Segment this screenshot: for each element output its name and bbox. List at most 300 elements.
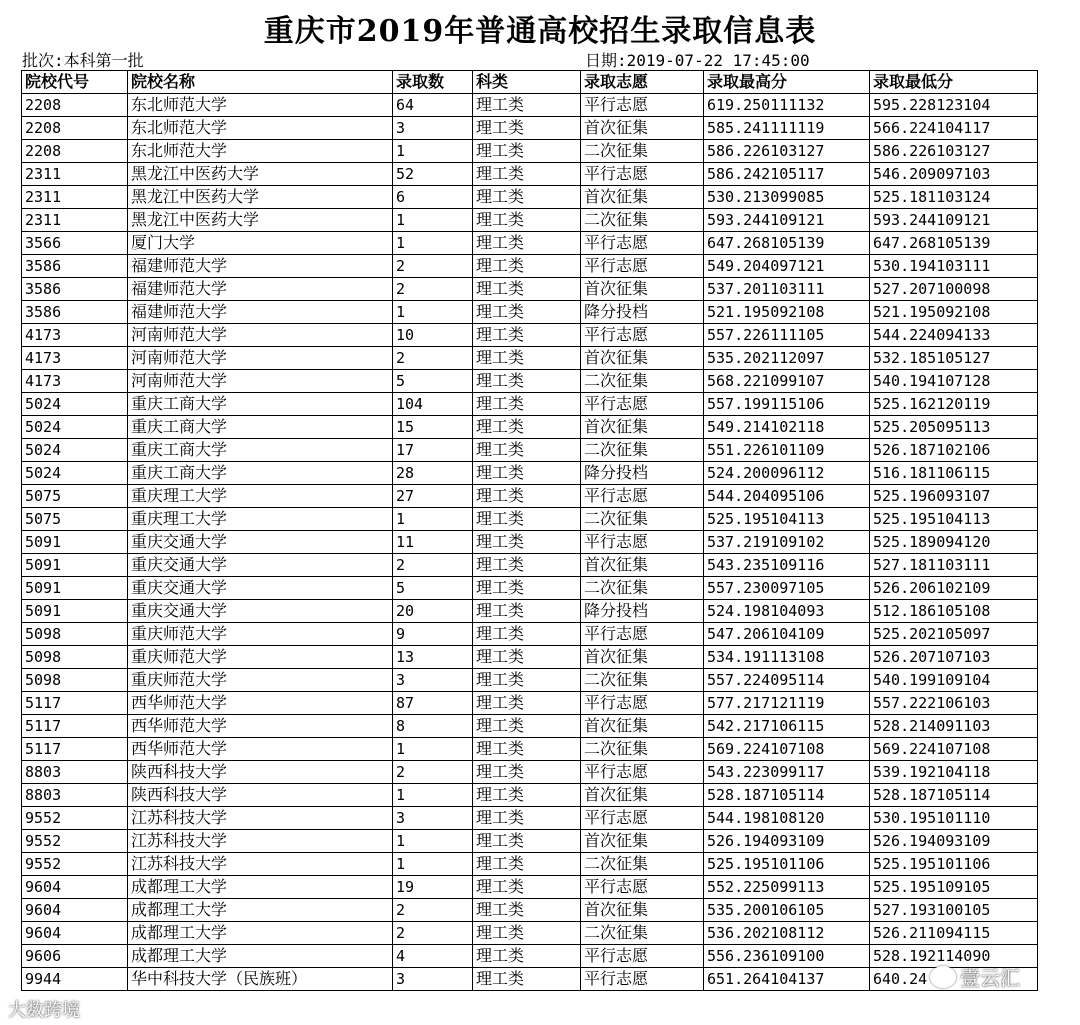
- application-round-cell: 平行志愿: [581, 761, 704, 784]
- max-score-cell: 526.194093109: [704, 830, 870, 853]
- school-code-cell: 5117: [22, 738, 128, 761]
- admitted-count-cell: 3: [393, 117, 473, 140]
- category-cell: 理工类: [473, 600, 581, 623]
- category-cell: 理工类: [473, 393, 581, 416]
- school-code-cell: 2208: [22, 94, 128, 117]
- category-cell: 理工类: [473, 209, 581, 232]
- application-round-cell: 首次征集: [581, 554, 704, 577]
- school-name-cell: 华中科技大学（民族班）: [128, 968, 393, 991]
- school-name-cell: 重庆师范大学: [128, 646, 393, 669]
- category-cell: 理工类: [473, 462, 581, 485]
- admitted-count-cell: 5: [393, 370, 473, 393]
- max-score-cell: 535.200106105: [704, 899, 870, 922]
- min-score-cell: 525.195101106: [870, 853, 1038, 876]
- school-code-cell: 2311: [22, 209, 128, 232]
- table-row: [22, 600, 1038, 623]
- min-score-cell: 525.189094120: [870, 531, 1038, 554]
- batch-label: 批次:本科第一批: [22, 51, 144, 70]
- application-round-cell: 平行志愿: [581, 807, 704, 830]
- min-score-cell: 527.207100098: [870, 278, 1038, 301]
- min-score-cell: 525.181103124: [870, 186, 1038, 209]
- application-round-cell: 二次征集: [581, 669, 704, 692]
- min-score-cell: 557.222106103: [870, 692, 1038, 715]
- max-score-cell: 619.250111132: [704, 94, 870, 117]
- min-score-cell: 540.199109104: [870, 669, 1038, 692]
- min-score-cell: 532.185105127: [870, 347, 1038, 370]
- admitted-count-cell: 2: [393, 554, 473, 577]
- application-round-cell: 二次征集: [581, 209, 704, 232]
- max-score-cell: 586.242105117: [704, 163, 870, 186]
- admitted-count-cell: 2: [393, 761, 473, 784]
- application-round-cell: 首次征集: [581, 278, 704, 301]
- school-name-cell: 重庆师范大学: [128, 623, 393, 646]
- school-code-cell: 5024: [22, 439, 128, 462]
- school-code-cell: 5117: [22, 692, 128, 715]
- table-body: [22, 94, 1038, 991]
- application-round-cell: 二次征集: [581, 370, 704, 393]
- table-row: [22, 94, 1038, 117]
- max-score-cell: 524.198104093: [704, 600, 870, 623]
- admitted-count-cell: 87: [393, 692, 473, 715]
- min-score-cell: 595.228123104: [870, 94, 1038, 117]
- school-name-cell: 成都理工大学: [128, 876, 393, 899]
- min-score-cell: 521.195092108: [870, 301, 1038, 324]
- admitted-count-cell: 104: [393, 393, 473, 416]
- admission-table: [21, 70, 1038, 991]
- school-name-cell: 黑龙江中医药大学: [128, 186, 393, 209]
- min-score-cell: 640.24: [870, 968, 1038, 991]
- min-score-cell: 546.209097103: [870, 163, 1038, 186]
- admitted-count-cell: 28: [393, 462, 473, 485]
- school-code-cell: 9604: [22, 876, 128, 899]
- max-score-cell: 647.268105139: [704, 232, 870, 255]
- min-score-cell: 525.162120119: [870, 393, 1038, 416]
- admitted-count-cell: 11: [393, 531, 473, 554]
- admitted-count-cell: 1: [393, 209, 473, 232]
- school-code-cell: 5091: [22, 531, 128, 554]
- category-cell: 理工类: [473, 876, 581, 899]
- admitted-count-cell: 5: [393, 577, 473, 600]
- school-name-cell: 西华师范大学: [128, 738, 393, 761]
- min-score-cell: 540.194107128: [870, 370, 1038, 393]
- admitted-count-cell: 64: [393, 94, 473, 117]
- application-round-cell: 平行志愿: [581, 876, 704, 899]
- min-score-cell: 586.226103127: [870, 140, 1038, 163]
- application-round-cell: 二次征集: [581, 922, 704, 945]
- admitted-count-cell: 13: [393, 646, 473, 669]
- table-row: [22, 117, 1038, 140]
- school-name-cell: 河南师范大学: [128, 324, 393, 347]
- school-code-cell: 9552: [22, 807, 128, 830]
- school-name-cell: 重庆工商大学: [128, 416, 393, 439]
- admitted-count-cell: 52: [393, 163, 473, 186]
- table-row: [22, 163, 1038, 186]
- table-row: [22, 899, 1038, 922]
- admitted-count-cell: 2: [393, 347, 473, 370]
- max-score-cell: 557.230097105: [704, 577, 870, 600]
- table-row: [22, 186, 1038, 209]
- school-name-cell: 重庆交通大学: [128, 600, 393, 623]
- max-score-cell: 568.221099107: [704, 370, 870, 393]
- admitted-count-cell: 2: [393, 255, 473, 278]
- min-score-cell: 528.214091103: [870, 715, 1038, 738]
- table-row: [22, 830, 1038, 853]
- category-cell: 理工类: [473, 807, 581, 830]
- category-cell: 理工类: [473, 761, 581, 784]
- category-cell: 理工类: [473, 899, 581, 922]
- admitted-count-cell: 1: [393, 140, 473, 163]
- admitted-count-cell: 4: [393, 945, 473, 968]
- min-score-cell: 539.192104118: [870, 761, 1038, 784]
- min-score-cell: 525.205095113: [870, 416, 1038, 439]
- category-cell: 理工类: [473, 577, 581, 600]
- category-cell: 理工类: [473, 715, 581, 738]
- school-code-cell: 5091: [22, 577, 128, 600]
- school-name-cell: 江苏科技大学: [128, 830, 393, 853]
- min-score-cell: 647.268105139: [870, 232, 1038, 255]
- school-code-cell: 5091: [22, 554, 128, 577]
- school-code-cell: 5075: [22, 508, 128, 531]
- table-row: [22, 255, 1038, 278]
- school-name-cell: 重庆交通大学: [128, 554, 393, 577]
- max-score-cell: 547.206104109: [704, 623, 870, 646]
- category-cell: 理工类: [473, 370, 581, 393]
- admitted-count-cell: 10: [393, 324, 473, 347]
- category-cell: 理工类: [473, 508, 581, 531]
- table-row: [22, 347, 1038, 370]
- max-score-cell: 549.204097121: [704, 255, 870, 278]
- school-name-cell: 成都理工大学: [128, 922, 393, 945]
- min-score-cell: 528.192114090: [870, 945, 1038, 968]
- max-score-cell: 593.244109121: [704, 209, 870, 232]
- school-name-cell: 重庆师范大学: [128, 669, 393, 692]
- category-cell: 理工类: [473, 968, 581, 991]
- school-code-cell: 2311: [22, 186, 128, 209]
- category-cell: 理工类: [473, 853, 581, 876]
- admitted-count-cell: 20: [393, 600, 473, 623]
- column-header-category: 科类: [473, 71, 581, 94]
- school-code-cell: 8803: [22, 761, 128, 784]
- max-score-cell: 544.198108120: [704, 807, 870, 830]
- category-cell: 理工类: [473, 347, 581, 370]
- school-code-cell: 2208: [22, 140, 128, 163]
- school-code-cell: 8803: [22, 784, 128, 807]
- column-header-school-name: 院校名称: [128, 71, 393, 94]
- admitted-count-cell: 17: [393, 439, 473, 462]
- school-code-cell: 9604: [22, 899, 128, 922]
- max-score-cell: 537.219109102: [704, 531, 870, 554]
- max-score-cell: 543.235109116: [704, 554, 870, 577]
- school-name-cell: 东北师范大学: [128, 94, 393, 117]
- table-row: [22, 370, 1038, 393]
- school-code-cell: 5024: [22, 416, 128, 439]
- wechat-logo-icon: [930, 966, 956, 988]
- admitted-count-cell: 15: [393, 416, 473, 439]
- category-cell: 理工类: [473, 738, 581, 761]
- school-code-cell: 9552: [22, 830, 128, 853]
- table-row: [22, 554, 1038, 577]
- category-cell: 理工类: [473, 784, 581, 807]
- school-name-cell: 东北师范大学: [128, 140, 393, 163]
- application-round-cell: 二次征集: [581, 853, 704, 876]
- application-round-cell: 降分投档: [581, 301, 704, 324]
- table-row: [22, 393, 1038, 416]
- table-row: [22, 876, 1038, 899]
- page-title: 重庆市2019年普通高校招生录取信息表: [263, 14, 817, 49]
- admitted-count-cell: 8: [393, 715, 473, 738]
- max-score-cell: 557.224095114: [704, 669, 870, 692]
- max-score-cell: 557.199115106: [704, 393, 870, 416]
- category-cell: 理工类: [473, 531, 581, 554]
- max-score-cell: 525.195101106: [704, 853, 870, 876]
- application-round-cell: 平行志愿: [581, 94, 704, 117]
- max-score-cell: 585.241111119: [704, 117, 870, 140]
- school-name-cell: 江苏科技大学: [128, 853, 393, 876]
- table-row: [22, 623, 1038, 646]
- application-round-cell: 首次征集: [581, 416, 704, 439]
- category-cell: 理工类: [473, 140, 581, 163]
- application-round-cell: 平行志愿: [581, 232, 704, 255]
- application-round-cell: 首次征集: [581, 899, 704, 922]
- category-cell: 理工类: [473, 117, 581, 140]
- admitted-count-cell: 3: [393, 669, 473, 692]
- application-round-cell: 降分投档: [581, 600, 704, 623]
- application-round-cell: 首次征集: [581, 186, 704, 209]
- school-name-cell: 成都理工大学: [128, 899, 393, 922]
- table-row: [22, 485, 1038, 508]
- school-name-cell: 江苏科技大学: [128, 807, 393, 830]
- column-header-max-score: 录取最高分: [704, 71, 870, 94]
- table-row: [22, 531, 1038, 554]
- school-code-cell: 5098: [22, 669, 128, 692]
- min-score-cell: 527.181103111: [870, 554, 1038, 577]
- application-round-cell: 平行志愿: [581, 393, 704, 416]
- school-name-cell: 黑龙江中医药大学: [128, 163, 393, 186]
- school-code-cell: 5098: [22, 623, 128, 646]
- admitted-count-cell: 2: [393, 922, 473, 945]
- category-cell: 理工类: [473, 646, 581, 669]
- table-row: [22, 140, 1038, 163]
- table-row: [22, 508, 1038, 531]
- admitted-count-cell: 9: [393, 623, 473, 646]
- application-round-cell: 平行志愿: [581, 485, 704, 508]
- table-row: [22, 968, 1038, 991]
- max-score-cell: 543.223099117: [704, 761, 870, 784]
- table-row: [22, 439, 1038, 462]
- school-name-cell: 重庆工商大学: [128, 439, 393, 462]
- table-row: [22, 416, 1038, 439]
- school-name-cell: 福建师范大学: [128, 301, 393, 324]
- watermark-right: [930, 962, 1020, 991]
- application-round-cell: 平行志愿: [581, 968, 704, 991]
- min-score-cell: 525.196093107: [870, 485, 1038, 508]
- min-score-cell: 527.193100105: [870, 899, 1038, 922]
- school-code-cell: 3586: [22, 278, 128, 301]
- max-score-cell: 528.187105114: [704, 784, 870, 807]
- application-round-cell: 平行志愿: [581, 163, 704, 186]
- watermark-left: 大数跨境: [8, 1000, 80, 1021]
- application-round-cell: 平行志愿: [581, 945, 704, 968]
- school-code-cell: 5098: [22, 646, 128, 669]
- category-cell: 理工类: [473, 554, 581, 577]
- school-name-cell: 陕西科技大学: [128, 761, 393, 784]
- watermark-right-text: 壹云汇: [960, 966, 1020, 990]
- min-score-cell: 525.195109105: [870, 876, 1038, 899]
- category-cell: 理工类: [473, 922, 581, 945]
- max-score-cell: 544.204095106: [704, 485, 870, 508]
- school-name-cell: 重庆工商大学: [128, 462, 393, 485]
- min-score-cell: 525.202105097: [870, 623, 1038, 646]
- admitted-count-cell: 3: [393, 968, 473, 991]
- school-name-cell: 黑龙江中医药大学: [128, 209, 393, 232]
- column-header-admitted-count: 录取数: [393, 71, 473, 94]
- school-code-cell: 9604: [22, 922, 128, 945]
- category-cell: 理工类: [473, 324, 581, 347]
- school-code-cell: 2208: [22, 117, 128, 140]
- admitted-count-cell: 27: [393, 485, 473, 508]
- table-row: [22, 232, 1038, 255]
- school-name-cell: 东北师范大学: [128, 117, 393, 140]
- category-cell: 理工类: [473, 255, 581, 278]
- table-row: [22, 945, 1038, 968]
- min-score-cell: 525.195104113: [870, 508, 1038, 531]
- max-score-cell: 530.213099085: [704, 186, 870, 209]
- school-code-cell: 4173: [22, 324, 128, 347]
- school-name-cell: 重庆交通大学: [128, 531, 393, 554]
- max-score-cell: 535.202112097: [704, 347, 870, 370]
- category-cell: 理工类: [473, 94, 581, 117]
- admitted-count-cell: 6: [393, 186, 473, 209]
- table-row: [22, 209, 1038, 232]
- admitted-count-cell: 1: [393, 738, 473, 761]
- table-row: [22, 853, 1038, 876]
- max-score-cell: 551.226101109: [704, 439, 870, 462]
- table-row: [22, 784, 1038, 807]
- min-score-cell: 530.194103111: [870, 255, 1038, 278]
- application-round-cell: 首次征集: [581, 117, 704, 140]
- table-row: [22, 324, 1038, 347]
- table-row: [22, 692, 1038, 715]
- admitted-count-cell: 19: [393, 876, 473, 899]
- max-score-cell: 586.226103127: [704, 140, 870, 163]
- application-round-cell: 二次征集: [581, 508, 704, 531]
- date-label: 日期:2019-07-22 17:45:00: [585, 51, 810, 70]
- max-score-cell: 549.214102118: [704, 416, 870, 439]
- school-name-cell: 成都理工大学: [128, 945, 393, 968]
- min-score-cell: 526.187102106: [870, 439, 1038, 462]
- admitted-count-cell: 1: [393, 508, 473, 531]
- category-cell: 理工类: [473, 485, 581, 508]
- category-cell: 理工类: [473, 692, 581, 715]
- min-score-cell: 512.186105108: [870, 600, 1038, 623]
- application-round-cell: 二次征集: [581, 140, 704, 163]
- school-code-cell: 9552: [22, 853, 128, 876]
- school-name-cell: 河南师范大学: [128, 370, 393, 393]
- school-name-cell: 重庆工商大学: [128, 393, 393, 416]
- category-cell: 理工类: [473, 301, 581, 324]
- min-score-cell: 516.181106115: [870, 462, 1038, 485]
- application-round-cell: 二次征集: [581, 738, 704, 761]
- application-round-cell: 平行志愿: [581, 531, 704, 554]
- table-row: [22, 646, 1038, 669]
- school-code-cell: 3586: [22, 301, 128, 324]
- min-score-cell: 530.195101110: [870, 807, 1038, 830]
- min-score-cell: 526.194093109: [870, 830, 1038, 853]
- column-header-application-round: 录取志愿: [581, 71, 704, 94]
- max-score-cell: 524.200096112: [704, 462, 870, 485]
- application-round-cell: 首次征集: [581, 830, 704, 853]
- max-score-cell: 536.202108112: [704, 922, 870, 945]
- school-code-cell: 2311: [22, 163, 128, 186]
- admitted-count-cell: 1: [393, 301, 473, 324]
- school-code-cell: 5117: [22, 715, 128, 738]
- category-cell: 理工类: [473, 945, 581, 968]
- column-header-min-score: 录取最低分: [870, 71, 1038, 94]
- max-score-cell: 534.191113108: [704, 646, 870, 669]
- admitted-count-cell: 1: [393, 784, 473, 807]
- application-round-cell: 首次征集: [581, 347, 704, 370]
- max-score-cell: 537.201103111: [704, 278, 870, 301]
- max-score-cell: 569.224107108: [704, 738, 870, 761]
- school-code-cell: 5024: [22, 462, 128, 485]
- table-header-row: [22, 71, 1038, 94]
- min-score-cell: 526.211094115: [870, 922, 1038, 945]
- table-row: [22, 738, 1038, 761]
- school-code-cell: 4173: [22, 370, 128, 393]
- category-cell: 理工类: [473, 232, 581, 255]
- table-row: [22, 922, 1038, 945]
- school-code-cell: 4173: [22, 347, 128, 370]
- table-row: [22, 278, 1038, 301]
- admitted-count-cell: 3: [393, 807, 473, 830]
- table-row: [22, 715, 1038, 738]
- admitted-count-cell: 1: [393, 232, 473, 255]
- table-row: [22, 761, 1038, 784]
- school-name-cell: 重庆交通大学: [128, 577, 393, 600]
- school-code-cell: 3566: [22, 232, 128, 255]
- application-round-cell: 首次征集: [581, 715, 704, 738]
- category-cell: 理工类: [473, 669, 581, 692]
- min-score-cell: 566.224104117: [870, 117, 1038, 140]
- category-cell: 理工类: [473, 830, 581, 853]
- table-row: [22, 301, 1038, 324]
- min-score-cell: 593.244109121: [870, 209, 1038, 232]
- school-code-cell: 3586: [22, 255, 128, 278]
- max-score-cell: 557.226111105: [704, 324, 870, 347]
- table-row: [22, 807, 1038, 830]
- application-round-cell: 降分投档: [581, 462, 704, 485]
- application-round-cell: 首次征集: [581, 646, 704, 669]
- category-cell: 理工类: [473, 278, 581, 301]
- school-name-cell: 西华师范大学: [128, 692, 393, 715]
- admitted-count-cell: 2: [393, 278, 473, 301]
- school-name-cell: 重庆理工大学: [128, 508, 393, 531]
- school-name-cell: 重庆理工大学: [128, 485, 393, 508]
- category-cell: 理工类: [473, 186, 581, 209]
- school-name-cell: 西华师范大学: [128, 715, 393, 738]
- school-name-cell: 厦门大学: [128, 232, 393, 255]
- school-code-cell: 5024: [22, 393, 128, 416]
- school-name-cell: 河南师范大学: [128, 347, 393, 370]
- school-code-cell: 9944: [22, 968, 128, 991]
- school-name-cell: 福建师范大学: [128, 255, 393, 278]
- max-score-cell: 651.264104137: [704, 968, 870, 991]
- column-header-school-code: 院校代号: [22, 71, 128, 94]
- max-score-cell: 556.236109100: [704, 945, 870, 968]
- application-round-cell: 二次征集: [581, 577, 704, 600]
- table-row: [22, 669, 1038, 692]
- application-round-cell: 平行志愿: [581, 623, 704, 646]
